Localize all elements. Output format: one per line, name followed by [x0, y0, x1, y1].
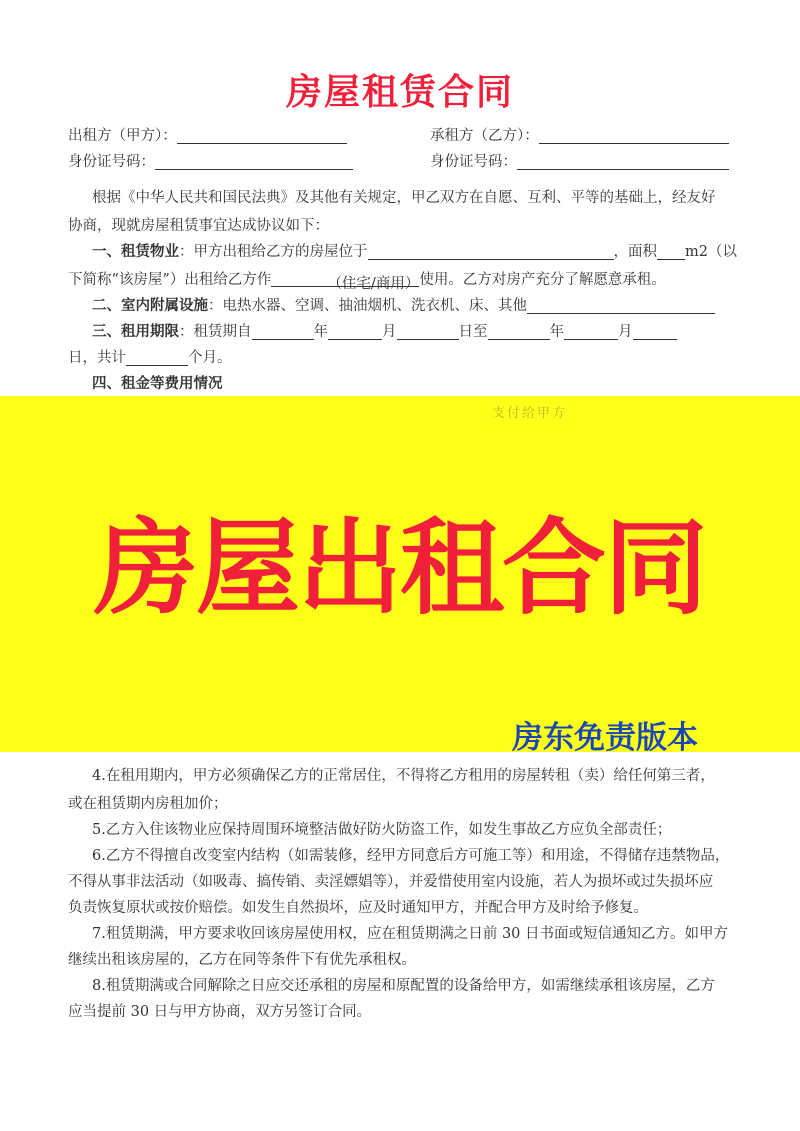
- clause-2-heading: 二、室内附属设施: [92, 297, 208, 314]
- clause-2-line: [68, 292, 756, 320]
- clause-1-text-b: ，面积: [613, 244, 657, 260]
- lessor-label: 出租方（甲方）：: [68, 128, 177, 144]
- location-blank: [368, 243, 614, 260]
- year-label-2: 年: [549, 324, 564, 340]
- day-to-label: 日至: [458, 324, 488, 340]
- clause-2-text: ：电热水器、空调、抽油烟机、洗衣机、床、其他: [208, 298, 527, 314]
- clause-4-4-line-1: 4.在租用期内，甲方必须确保乙方的正常居住，不得将乙方租用的房屋转租（卖）给任何第三者，: [92, 768, 715, 784]
- start-year-blank: [252, 323, 314, 340]
- lessee-id-row: [430, 152, 729, 172]
- clause-3-text-b: 日，共计: [68, 350, 126, 366]
- lessee-label: 承租方（乙方）：: [430, 128, 539, 144]
- clause-4-8-line-1: 8.租赁期满或合同解除之日应交还承租的房屋和原配置的设备给甲方，如需继续承租该房屋，乙方: [92, 978, 715, 994]
- lessor-id-label: 身份证号码：: [68, 154, 155, 170]
- lessor-id-blank: [155, 153, 353, 170]
- clause-4-5-line: 5.乙方入住该物业应保持周围环境整洁做好防火防盗工作，如发生事故乙方应负全部责任；: [92, 822, 672, 838]
- page-title: 房屋租赁合同: [285, 72, 514, 113]
- lessee-id-blank: [517, 153, 729, 170]
- month-label-2: 月: [618, 324, 633, 340]
- facilities-blank: [527, 297, 715, 314]
- lessor-id-row: [68, 152, 353, 172]
- end-month-blank: [564, 323, 618, 340]
- lessor-blank: [177, 127, 347, 144]
- clause-4-6-line-1: 6.乙方不得擅自改变室内结构（如需装修，经甲方同意后方可施工等）和用途，不得储存违禁物品，: [92, 848, 730, 864]
- banner-headline: 房屋出租合同: [93, 507, 706, 629]
- intro-line-1: 根据《中华人民共和国民法典》及其他有关规定，甲乙双方在自愿、互利、平等的基础上，经友好: [92, 190, 716, 206]
- clause-4-7-line-1: 7.租赁期满，甲方要求收回该房屋使用权，应在租赁期满之日前 30 日书面或短信通知乙方。如甲方: [92, 926, 728, 942]
- clause-4-6-line-2: 不得从事非法活动（如吸毒、搞传销、卖淫嫖娼等），并爱惜使用室内设施，若人为损坏或过失损坏应: [68, 874, 714, 890]
- clause-4-7-line-2: 继续出租该房屋的，乙方在同等条件下有优先承租权。: [68, 952, 416, 968]
- lessee-id-label: 身份证号码：: [430, 154, 517, 170]
- banner-subline: 房东免责版本: [512, 720, 698, 756]
- lessee-row: [430, 126, 729, 146]
- intro-line-2: 协商，现就房屋租赁事宜达成协议如下：: [68, 218, 329, 234]
- clause-4-8-line-2: 应当提前 30 日与甲方协商，双方另签订合同。: [68, 1004, 372, 1020]
- lessee-blank: [539, 127, 729, 144]
- clause-3-text-c: 个月。: [188, 350, 232, 366]
- start-month-blank: [328, 323, 382, 340]
- start-day-blank: [397, 323, 459, 340]
- clause-1-text-c: m2（以: [685, 244, 737, 260]
- use-type: （住宅/商用）: [327, 276, 420, 292]
- lessor-row: [68, 126, 347, 146]
- clause-1-line-2: [68, 266, 732, 294]
- banner-faint-text: 支付给甲方: [492, 406, 568, 421]
- end-year-blank: [488, 323, 550, 340]
- clause-3-line-2: [68, 344, 732, 372]
- clause-3-text-a: ：租赁期自: [179, 324, 252, 340]
- clause-1-text-e: 使用。乙方对房产充分了解愿意承租。: [419, 272, 666, 288]
- clause-3-line-1: [68, 318, 756, 346]
- month-label: 月: [382, 324, 397, 340]
- end-day-blank: [633, 323, 677, 340]
- months-blank: [126, 349, 188, 366]
- area-blank: [657, 243, 685, 260]
- clause-3-heading: 三、租用期限: [92, 323, 179, 340]
- clause-4-6-line-3: 负责恢复原状或按价赔偿。如发生自然损坏，应及时通知甲方，并配合甲方及时给予修复。: [68, 900, 648, 916]
- clause-1-text-d: 下简称“该房屋”）出租给乙方作: [68, 272, 272, 288]
- clause-1-line-1: [68, 238, 756, 266]
- clause-4-4-line-2: 或在租赁期内房租加价；: [68, 796, 228, 812]
- year-label: 年: [313, 324, 328, 340]
- use-blank: [271, 270, 420, 292]
- clause-1-heading: 一、租赁物业: [92, 243, 179, 260]
- clause-4-heading: 四、租金等费用情况: [92, 375, 223, 392]
- clause-1-text-a: ：甲方出租给乙方的房屋位于: [179, 244, 368, 260]
- clause-4-line: [68, 370, 756, 398]
